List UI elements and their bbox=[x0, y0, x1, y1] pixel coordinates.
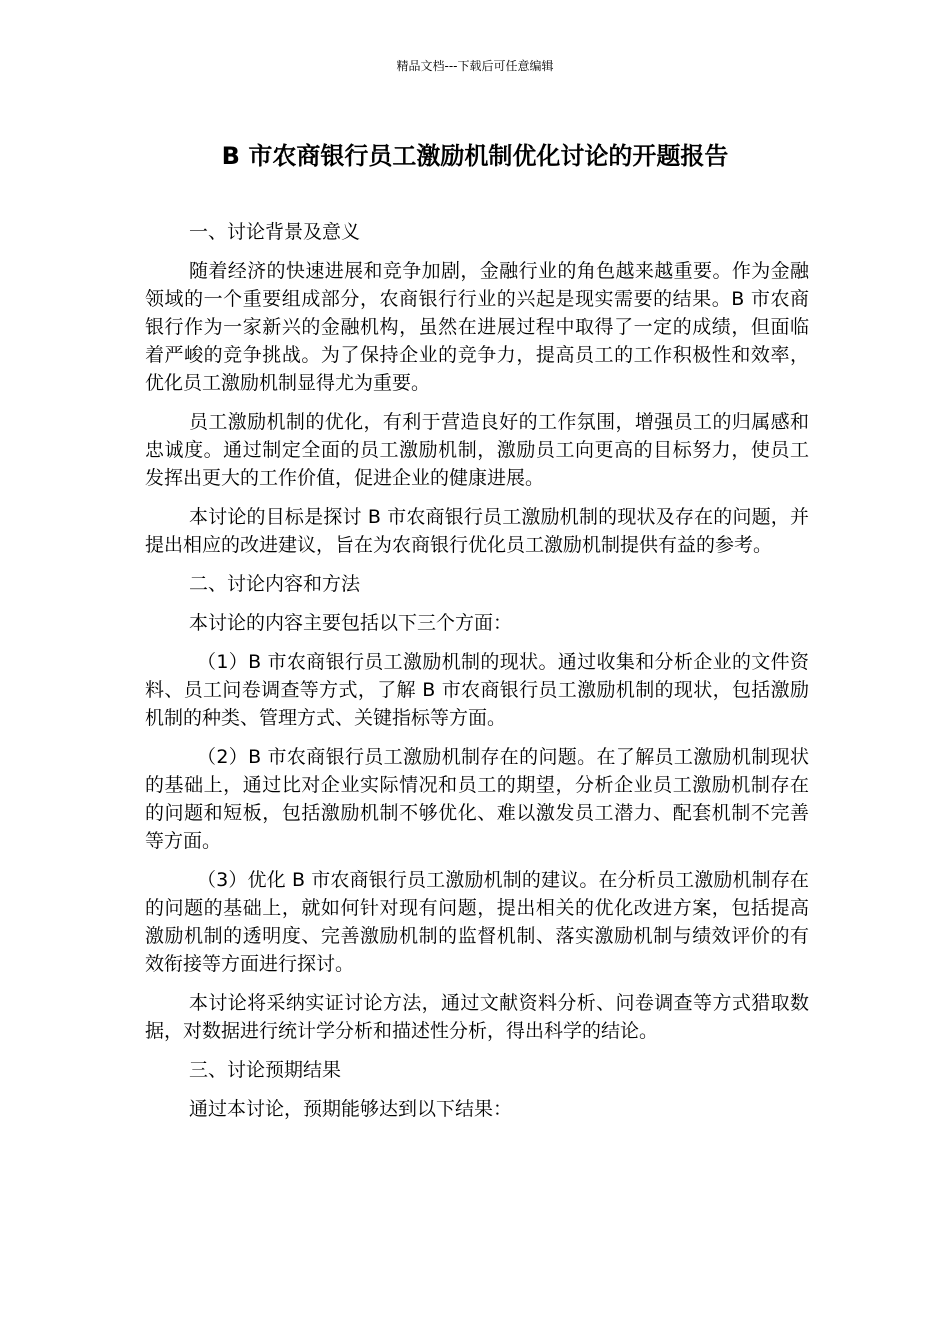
paragraph: 员工激励机制的优化，有利于营造良好的工作氛围，增强员工的归属感和忠诚度。通过制定全面的员工激励机制，激励员工向更高的目标努力，使员工发挥出更大的工作价值，促进企业的健康进展。 bbox=[145, 411, 809, 489]
section-heading: 二、讨论内容和方法 bbox=[189, 573, 361, 595]
paragraph: 通过本讨论，预期能够达到以下结果： bbox=[189, 1098, 513, 1120]
paragraph: 随着经济的快速进展和竞争加剧，金融行业的角色越来越重要。作为金融领域的一个重要组成部分，农商银行行业的兴起是现实需要的结果。B 市农商银行作为一家新兴的金融机构，虽然在进展过程中取得了一定的成绩，但面临着严峻的竞争挑战。为了保持企业的竞争力，提高员工的工作积极性和效率，优化员工激励机制显得尤为重要。 bbox=[145, 260, 809, 394]
paragraph: 本讨论的目标是探讨 B 市农商银行员工激励机制的现状及存在的问题，并提出相应的改进建议，旨在为农商银行优化员工激励机制提供有益的参考。 bbox=[145, 506, 809, 556]
list-item: （2）B 市农商银行员工激励机制存在的问题。在了解员工激励机制现状的基础上，通过比对企业实际情况和员工的期望，分析企业员工激励机制存在的问题和短板，包括激励机制不够优化、难以激发员工潜力、配套机制不完善等方面。 bbox=[145, 746, 809, 852]
paragraph: 本讨论将采纳实证讨论方法，通过文献资料分析、问卷调查等方式猎取数据，对数据进行统计学分析和描述性分析，得出科学的结论。 bbox=[145, 992, 809, 1042]
section-heading: 一、讨论背景及意义 bbox=[189, 221, 361, 243]
document-body bbox=[145, 218, 809, 1134]
page-header-note: 精品文档---下载后可任意编辑 bbox=[396, 59, 554, 73]
document-title: B 市农商银行员工激励机制优化讨论的开题报告 bbox=[221, 142, 729, 170]
section-heading: 三、讨论预期结果 bbox=[189, 1059, 342, 1081]
list-item: （1）B 市农商银行员工激励机制的现状。通过收集和分析企业的文件资料、员工问卷调查等方式，了解 B 市农商银行员工激励机制的现状，包括激励机制的种类、管理方式、关键指标等方面。 bbox=[145, 651, 809, 729]
list-item: （3）优化 B 市农商银行员工激励机制的建议。在分析员工激励机制存在的问题的基础上，就如何针对现有问题，提出相关的优化改进方案，包括提高激励机制的透明度、完善激励机制的监督机制、落实激励机制与绩效评价的有效衔接等方面进行探讨。 bbox=[145, 869, 809, 975]
paragraph: 本讨论的内容主要包括以下三个方面： bbox=[189, 612, 513, 634]
